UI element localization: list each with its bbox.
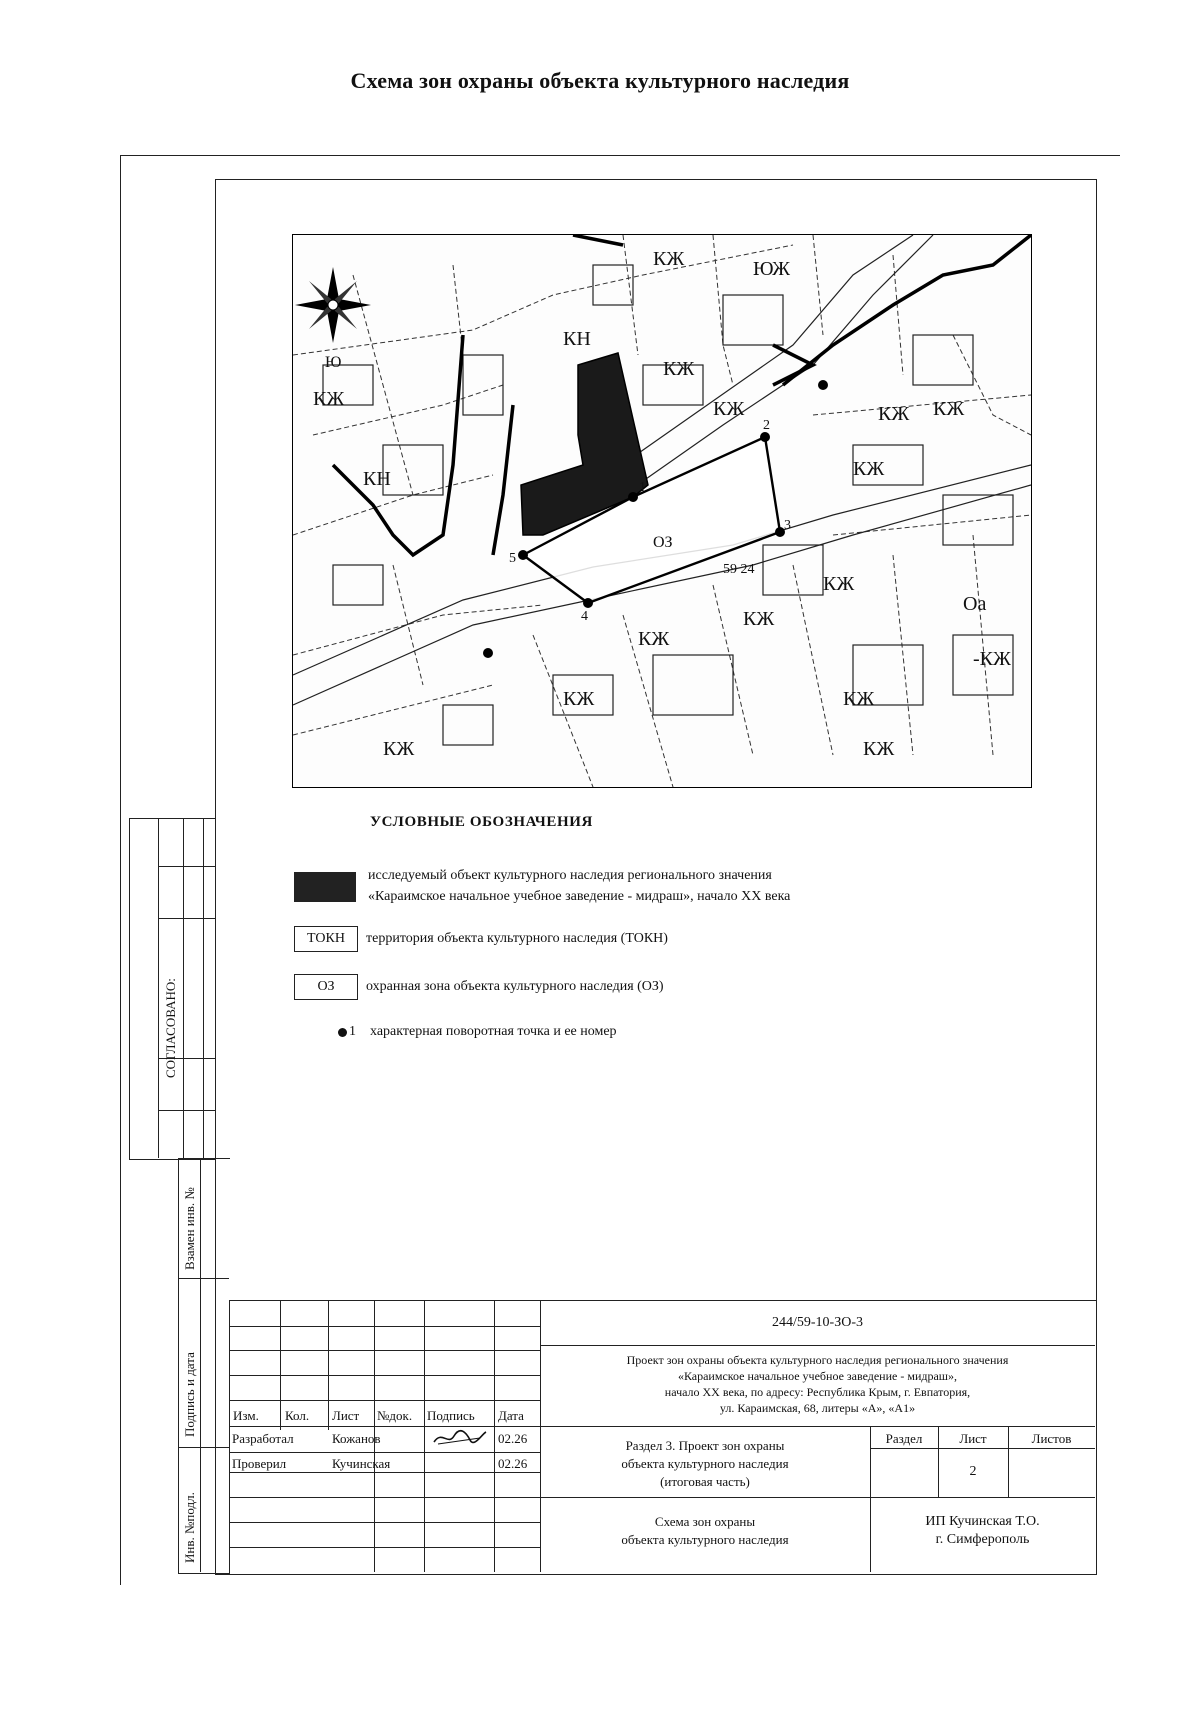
row-developed-name: Кожанов bbox=[332, 1431, 381, 1446]
compass-label: Ю bbox=[325, 354, 342, 371]
project-line-4: ул. Караимская, 68, литеры «А», «А1» bbox=[719, 1401, 916, 1415]
tb-vline-1 bbox=[280, 1300, 281, 1430]
approval-strip-divider-1 bbox=[158, 818, 159, 1158]
sheet-title-line-2: объекта культурного наследия bbox=[621, 1532, 789, 1547]
compass-rose bbox=[295, 267, 371, 343]
project-line-3: начало XX века, по адресу: Республика Крым, г. Евпатория, bbox=[664, 1385, 971, 1399]
tb-hline-1 bbox=[229, 1326, 540, 1327]
tb-vline-4 bbox=[424, 1300, 425, 1572]
tb-hline-7 bbox=[229, 1472, 540, 1473]
tb-vline-5 bbox=[494, 1300, 495, 1572]
header-ndok: №док. bbox=[377, 1408, 413, 1423]
side-label-sign-date: Подпись и дата bbox=[182, 1352, 197, 1437]
tb-hline-9 bbox=[229, 1522, 540, 1523]
tb-hline-8 bbox=[229, 1497, 540, 1498]
org-line-2: г. Симферополь bbox=[935, 1532, 1030, 1547]
razdel-label: Раздел bbox=[885, 1431, 923, 1446]
tb-hline-sheet-head bbox=[870, 1448, 1095, 1449]
label-kn-1: КН bbox=[363, 468, 391, 490]
header-list: Лист bbox=[332, 1408, 360, 1423]
zone-label: ОЗ bbox=[653, 534, 673, 551]
number-label: 59 24 bbox=[723, 562, 755, 577]
sheet-number: 2 bbox=[969, 1464, 977, 1479]
legend-swatch-object bbox=[294, 872, 356, 902]
header-data: Дата bbox=[498, 1408, 524, 1423]
point-5-label: 5 bbox=[509, 551, 516, 566]
stamp-strip-row-1 bbox=[178, 1278, 229, 1279]
legend-object-line2: «Караимское начальное учебное заведение - мидраш», начало XX века bbox=[368, 889, 791, 904]
outer-frame-top bbox=[120, 155, 1120, 156]
approval-strip-divider-2 bbox=[183, 818, 184, 1158]
legend-object-line1: исследуемый объект культурного наследия регионального значения bbox=[368, 868, 772, 883]
label-kzh-7: КЖ bbox=[823, 573, 855, 595]
point-1-marker bbox=[628, 492, 638, 502]
section-line-1: Раздел 3. Проект зон охраны bbox=[625, 1438, 785, 1453]
legend-oz-text: охранная зона объекта культурного наследия (ОЗ) bbox=[366, 979, 664, 994]
label-kzh-13: КЖ bbox=[863, 738, 895, 760]
page-title: Схема зон охраны объекта культурного наследия bbox=[350, 68, 850, 93]
label-kzh-2: КЖ bbox=[663, 358, 695, 380]
legend-box-tokn: ТОКН bbox=[294, 926, 358, 952]
header-kol: Кол. bbox=[285, 1408, 310, 1423]
header-izm: Изм. bbox=[233, 1408, 259, 1423]
tb-hline-3 bbox=[229, 1375, 540, 1376]
legend-point-number: 1 bbox=[349, 1024, 356, 1039]
approval-strip-row-1 bbox=[158, 866, 215, 867]
legend-heading: УСЛОВНЫЕ ОБОЗНАЧЕНИЯ bbox=[370, 814, 593, 830]
tb-vline-2 bbox=[328, 1300, 329, 1430]
section-line-3: (итоговая часть) bbox=[660, 1474, 750, 1489]
label-kzh-12: КЖ bbox=[383, 738, 415, 760]
label-kzh-14: КЖ bbox=[313, 388, 345, 410]
outer-frame-left bbox=[120, 155, 121, 1585]
row-developed-role: Разработал bbox=[232, 1431, 294, 1446]
row-checked-date: 02.26 bbox=[498, 1456, 528, 1471]
label-kzh-3: КЖ bbox=[713, 398, 745, 420]
label-yuzh-1: ЮЖ bbox=[753, 258, 791, 280]
label-kzh-8: КЖ bbox=[638, 628, 670, 650]
side-label-inv-orig: Инв. №подл. bbox=[182, 1492, 197, 1563]
row-developed-date: 02.26 bbox=[498, 1431, 528, 1446]
label-dash-kzh: -КЖ bbox=[973, 648, 1011, 670]
label-kzh-10: КЖ bbox=[563, 688, 595, 710]
legend-point-marker bbox=[338, 1028, 347, 1037]
point-2-label: 2 bbox=[763, 418, 770, 433]
tb-hline-6 bbox=[229, 1452, 540, 1453]
legend-point-text: характерная поворотная точка и ее номер bbox=[370, 1024, 617, 1039]
side-label-inv-replace: Взамен инв. № bbox=[182, 1187, 197, 1270]
stamp-strip-divider bbox=[200, 1158, 201, 1572]
label-kzh-6: КЖ bbox=[853, 458, 885, 480]
tb-hline-code bbox=[540, 1345, 1095, 1346]
list-label: Лист bbox=[959, 1431, 987, 1446]
label-kzh-5: КЖ bbox=[933, 398, 965, 420]
label-oa: Оа bbox=[963, 593, 987, 615]
street-point-marker-2 bbox=[483, 648, 493, 658]
project-line-1: Проект зон охраны объекта культурного наследия регионального значения bbox=[626, 1353, 1009, 1367]
side-label-agreed: СОГЛАСОВАНО: bbox=[163, 978, 178, 1078]
header-podpis: Подпись bbox=[427, 1408, 475, 1423]
approval-strip-divider-3 bbox=[203, 818, 204, 1158]
approval-strip-row-4 bbox=[158, 1110, 215, 1111]
row-checked-name: Кучинская bbox=[332, 1456, 391, 1471]
tb-hline-section bbox=[540, 1497, 1095, 1498]
org-line-1: ИП Кучинская Т.О. bbox=[925, 1514, 1040, 1529]
point-3-label: 3 bbox=[784, 518, 791, 533]
street-point-marker bbox=[818, 380, 828, 390]
tb-hline-4 bbox=[229, 1400, 540, 1401]
site-map bbox=[292, 234, 1032, 788]
label-kzh-9: КЖ bbox=[743, 608, 775, 630]
project-line-2: «Караимское начальное учебное заведение - мидраш», bbox=[677, 1369, 958, 1383]
point-1-label: 1 bbox=[639, 480, 646, 495]
label-kzh-1: КЖ bbox=[653, 248, 685, 270]
row-checked-role: Проверил bbox=[232, 1456, 287, 1471]
point-5-marker bbox=[518, 550, 528, 560]
section-line-2: объекта культурного наследия bbox=[621, 1456, 789, 1471]
sheet-title-line-1: Схема зон охраны bbox=[654, 1514, 756, 1529]
approval-strip-row-2 bbox=[158, 918, 215, 919]
point-4-label: 4 bbox=[581, 609, 588, 624]
legend-box-oz: ОЗ bbox=[294, 974, 358, 1000]
listov-label: Листов bbox=[1031, 1431, 1072, 1446]
label-kzh-4: КЖ bbox=[878, 403, 910, 425]
signature bbox=[432, 1428, 488, 1448]
point-2-marker bbox=[760, 432, 770, 442]
tb-hline-project bbox=[540, 1426, 1095, 1427]
stamp-strip-row-2 bbox=[178, 1447, 229, 1448]
tb-hline-10 bbox=[229, 1547, 540, 1548]
legend-tokn-text: территория объекта культурного наследия (ТОКН) bbox=[366, 931, 668, 946]
tb-hline-5 bbox=[229, 1426, 540, 1427]
label-kn-2: КН bbox=[563, 328, 591, 350]
map-drawing bbox=[293, 235, 1031, 787]
point-4-marker bbox=[583, 598, 593, 608]
label-kzh-11: КЖ bbox=[843, 688, 875, 710]
tb-hline-2 bbox=[229, 1350, 540, 1351]
doc-code: 244/59-10-ЗО-3 bbox=[772, 1315, 863, 1330]
